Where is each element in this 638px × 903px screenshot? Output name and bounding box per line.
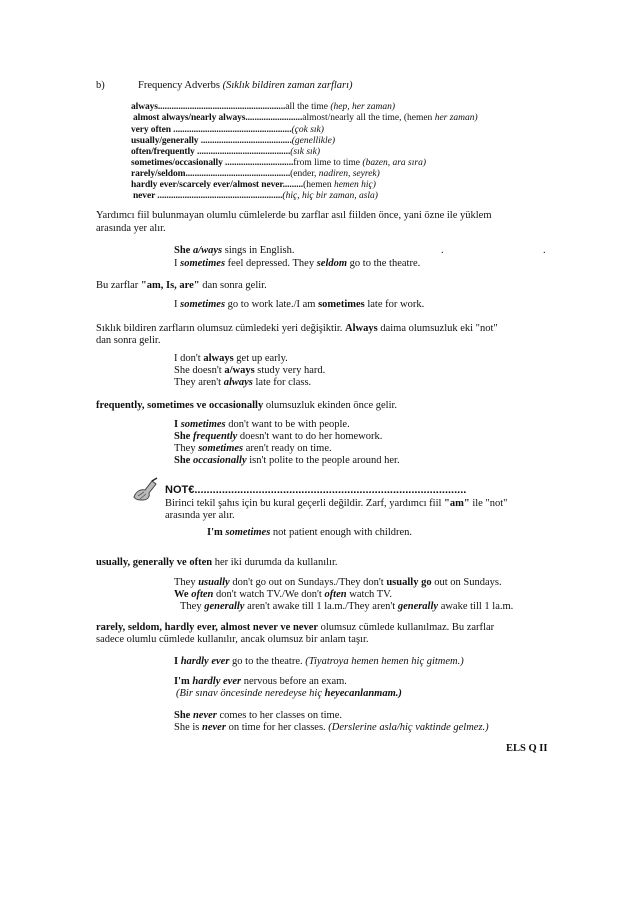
footer-label: ELS Q II	[506, 743, 548, 754]
example-sentence: She frequently doesn't want to do her homework.	[174, 431, 383, 442]
note-text: Birinci tekil şahıs için bu kural geçerli değildir. Zarf, yardımcı fiil "am" ile "not"	[165, 498, 508, 509]
rule-paragraph: Sıklık bildiren zarfların olumsuz cümledeki yeri değişiktir. Always daima olumsuzluk eki "not"	[96, 323, 498, 334]
section-heading	[96, 80, 353, 92]
example-sentence: I'm hardly ever nervous before an exam.	[174, 676, 347, 687]
section-letter: b)	[96, 80, 105, 91]
section-subtitle: (Sıklık bildiren zaman zarfları)	[222, 80, 353, 91]
definition-row: sometimes/occasionally ..............................from lime to time (bazen, ara sıra)	[131, 158, 427, 168]
rule-paragraph: dan sonra gelir.	[96, 335, 161, 346]
example-sentence: I sometimes go to work late./I am sometimes late for work.	[174, 299, 425, 310]
note-title: NOT€.........................................................................................	[165, 484, 467, 496]
pen-hand-icon	[130, 477, 160, 503]
example-sentence: She is never on time for her classes. (Derslerine asla/hiç vaktinde gelmez.)	[174, 722, 489, 733]
rule-paragraph: usually, generally ve often her iki durumda da kullanılır.	[96, 557, 338, 568]
example-sentence: I'm sometimes not patient enough with children.	[207, 527, 413, 538]
example-sentence: She a/ways sings in English.	[174, 245, 295, 256]
example-sentence: I hardly ever go to the theatre. (Tiyatroya hemen hemen hiç gitmem.)	[174, 656, 464, 667]
example-sentence: I sometimes don't want to be with people.	[174, 419, 350, 430]
example-sentence: She never comes to her classes on time.	[174, 710, 342, 721]
section-title: Frequency Adverbs	[138, 80, 220, 91]
definition-row: usually/generally ........................................(genellikle)	[131, 136, 335, 146]
rule-paragraph: Yardımcı fiil bulunmayan olumlu cümlelerde bu zarflar asıl fiilden önce, yani özne ile yüklem	[96, 210, 492, 221]
definition-row: always........................................................all the time (hep, her zaman)	[131, 102, 396, 112]
rule-paragraph: arasında yer alır.	[96, 223, 166, 234]
rule-paragraph: frequently, sometimes ve occasionally olumsuzluk ekinden önce gelir.	[96, 400, 398, 411]
definition-row: often/frequently .........................................(sık sık)	[131, 147, 321, 157]
example-sentence: They generally aren't awake till 1 la.m./They aren't generally awake till 1 la.m.	[180, 601, 514, 612]
example-sentence: They usually don't go out on Sundays./They don't usually go out on Sundays.	[174, 577, 502, 588]
example-sentence: We often don't watch TV./We don't often watch TV.	[174, 589, 393, 600]
definition-row: rarely/seldom..............................................(ender, nadiren, seyrek)	[131, 169, 380, 179]
example-sentence: She occasionally isn't polite to the people around her.	[174, 455, 400, 466]
definition-row: hardly ever/scarcely ever/almost never.........(hemen hemen hiç)	[131, 180, 376, 190]
rule-paragraph: Bu zarflar "am, Is, are" dan sonra gelir.	[96, 280, 267, 291]
example-tail: .	[441, 245, 444, 256]
note-text: arasında yer alır.	[165, 510, 235, 521]
rule-paragraph: rarely, seldom, hardly ever, almost never ve never olumsuz cümlede kullanılmaz. Bu zarflar	[96, 622, 495, 633]
example-sentence: I sometimes feel depressed. They seldom go to the theatre.	[174, 258, 421, 269]
example-sentence: They aren't always late for class.	[174, 377, 312, 388]
example-translation: (Bir sınav öncesinde neredeyse hiç heyecanlanmam.)	[176, 688, 402, 699]
definition-row: very often ....................................................(çok sık)	[131, 125, 324, 135]
definition-row: almost always/nearly always.........................almost/nearly all the time, (hemen her zaman)	[133, 113, 478, 123]
example-sentence: She doesn't a/ways study very hard.	[174, 365, 326, 376]
example-sentence: They sometimes aren't ready on time.	[174, 443, 332, 454]
example-tail: .	[543, 245, 546, 256]
example-sentence: I don't always get up early.	[174, 353, 288, 364]
definition-row: never .......................................................(hiç, hiç bir zaman, asla)	[133, 191, 378, 201]
rule-paragraph: sadece olumlu cümlede kullanılır, ancak olumsuz bir anlam taşır.	[96, 634, 369, 645]
